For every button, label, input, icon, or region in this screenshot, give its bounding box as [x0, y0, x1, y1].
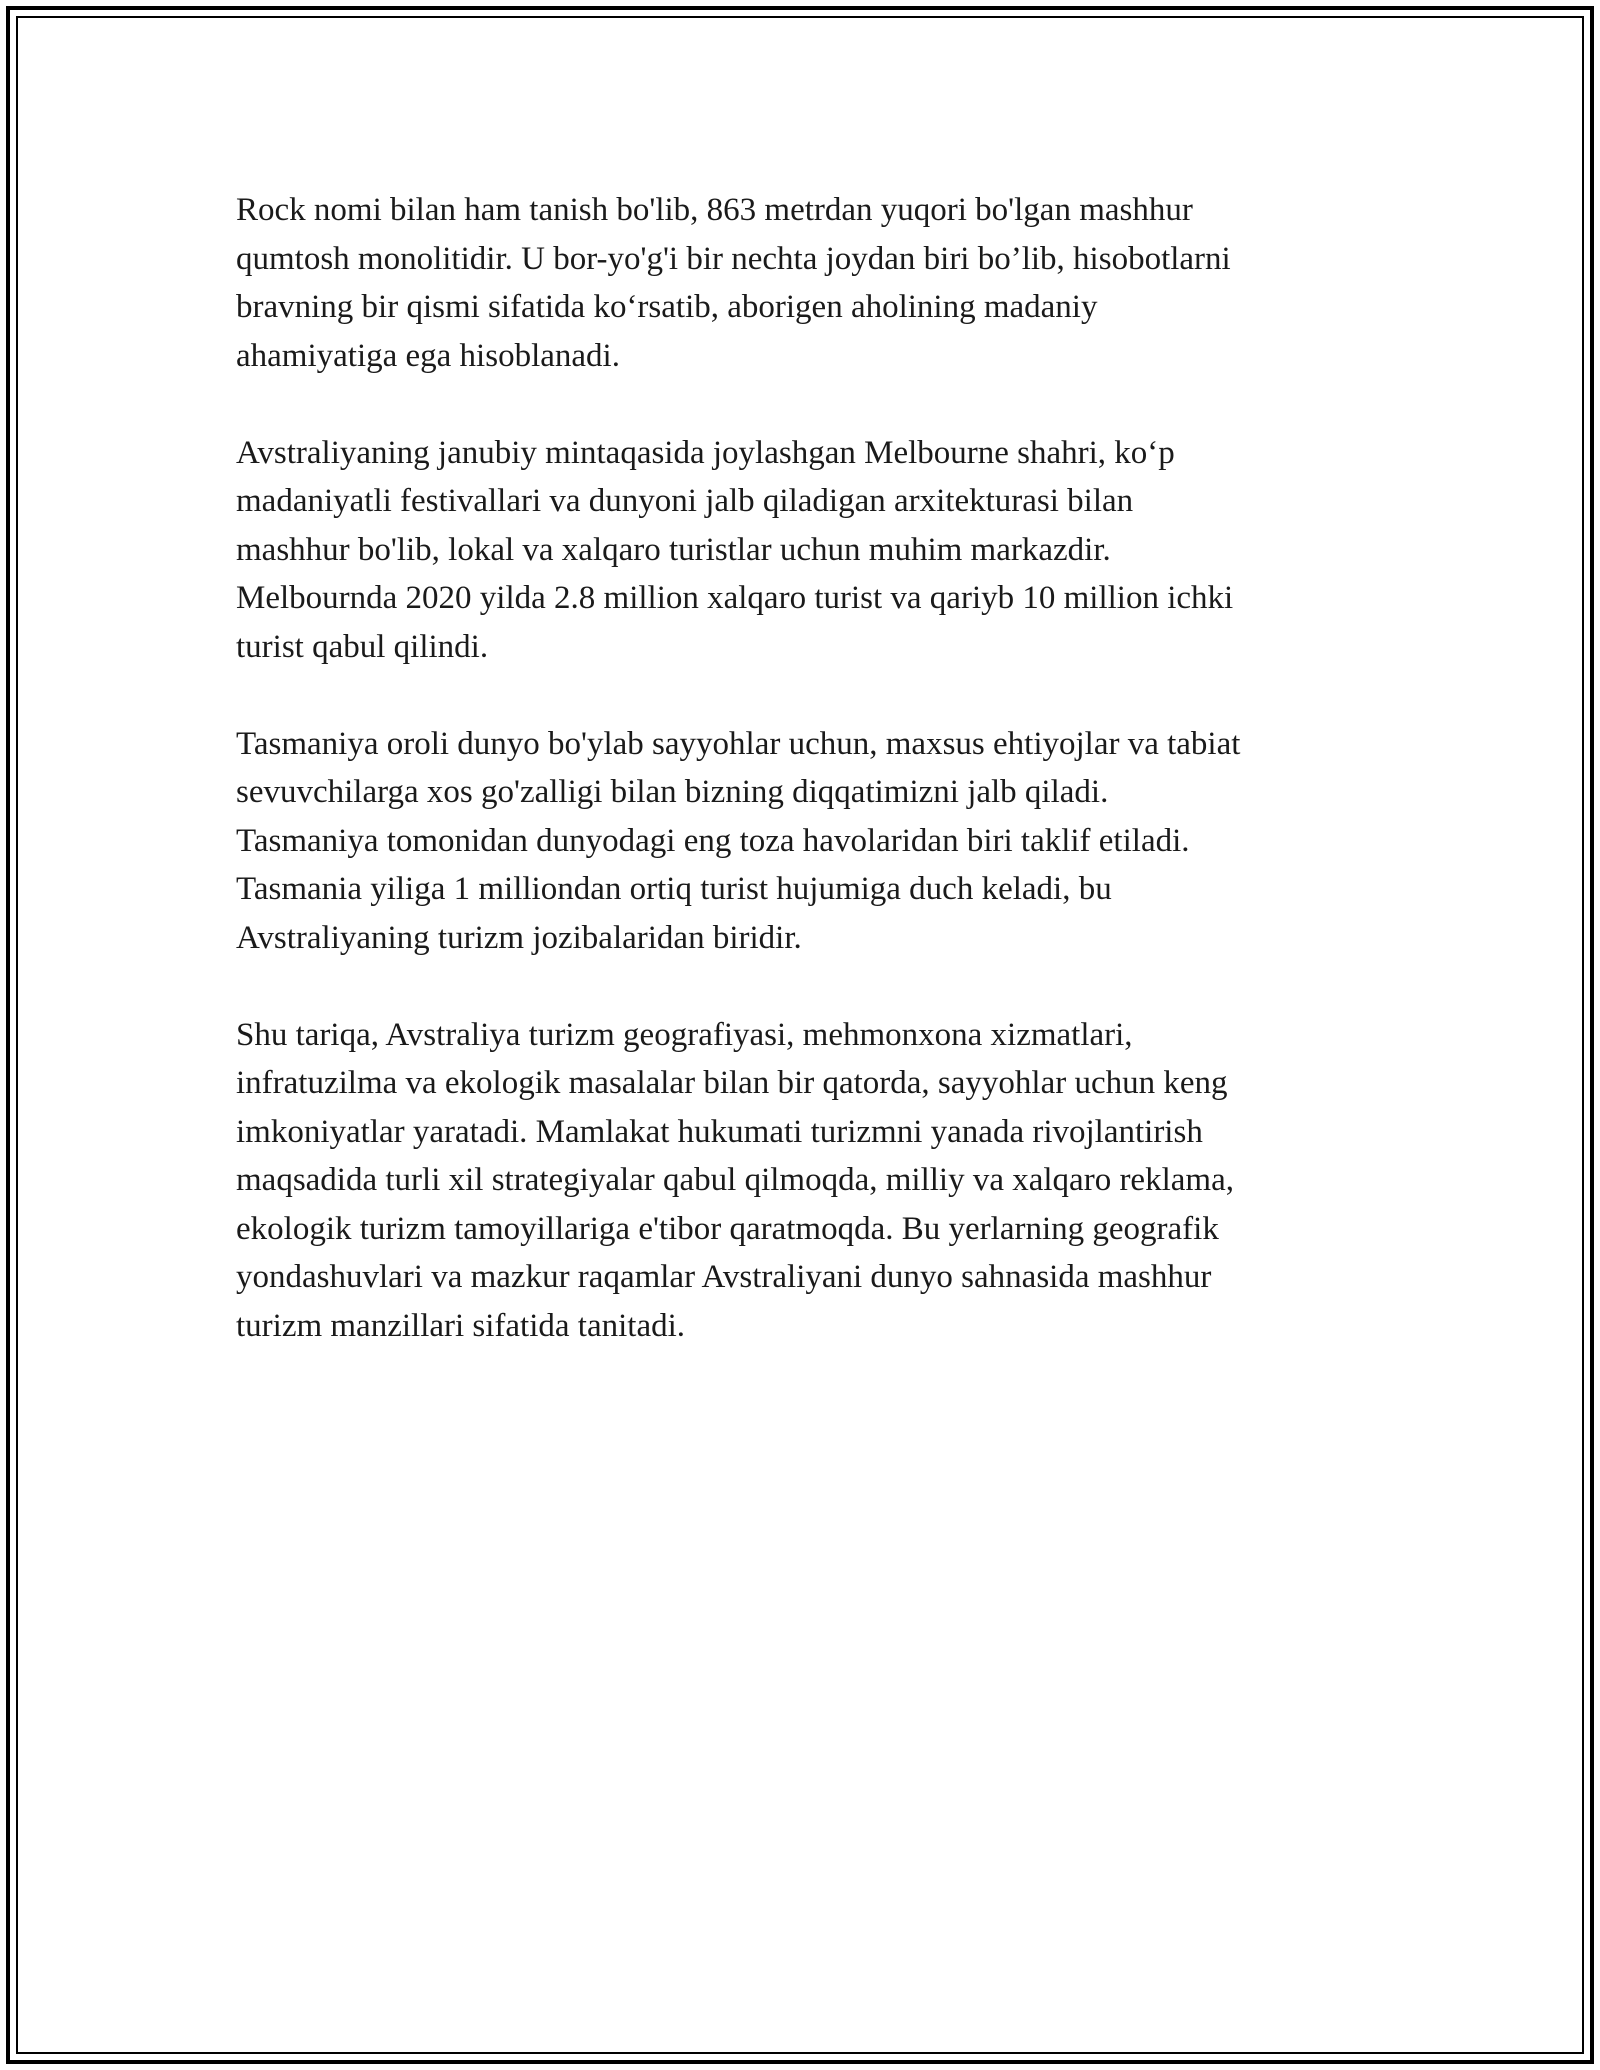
document-body	[236, 186, 1356, 1350]
paragraph-uluru: Rock nomi bilan ham tanish bo'lib, 863 metrdan yuqori bo'lgan mashhur qumtosh monolitidir. U bor-yo'g'i bir nechta joydan biri bo’lib, hisobotlarni bravning bir qismi sifatida ko‘rsatib, aborigen aholining madaniy ahamiyatiga ega hisoblanadi.	[236, 192, 1231, 374]
paragraph-melbourne: Avstraliyaning janubiy mintaqasida joylashgan Melbourne shahri, ko‘p madaniyatli festivallari va dunyoni jalb qiladigan arxitekturasi bilan mashhur bo'lib, lokal va xalqaro turistlar uchun muhim markazdir. Melbournda 2020 yilda 2.8 million xalqaro turist va qariyb 10 million ichki turist qabul qilindi.	[236, 434, 1234, 665]
paragraph-tasmania: Tasmaniya oroli dunyo bo'ylab sayyohlar uchun, maxsus ehtiyojlar va tabiat sevuvchilarga xos go'zalligi bilan bizning diqqatimizni jalb qiladi. Tasmaniya tomonidan dunyodagi eng toza havolaridan biri taklif etiladi. Tasmania yiliga 1 milliondan ortiq turist hujumiga duch keladi, bu Avstraliyaning turizm jozibalaridan biridir.	[236, 725, 1241, 956]
paragraph-conclusion: Shu tariqa, Avstraliya turizm geografiyasi, mehmonxona xizmatlari, infratuzilma va ekologik masalalar bilan bir qatorda, sayyohlar uchun keng imkoniyatlar yaratadi. Mamlakat hukumati turizmni yanada rivojlantirish maqsadida turli xil strategiyalar qabul qilmoqda, milliy va xalqaro reklama, ekologik turizm tamoyillariga e'tibor qaratmoqda. Bu yerlarning geografik yondashuvlari va mazkur raqamlar Avstraliyani dunyo sahnasida mashhur turizm manzillari sifatida tanitadi.	[236, 1016, 1234, 1344]
